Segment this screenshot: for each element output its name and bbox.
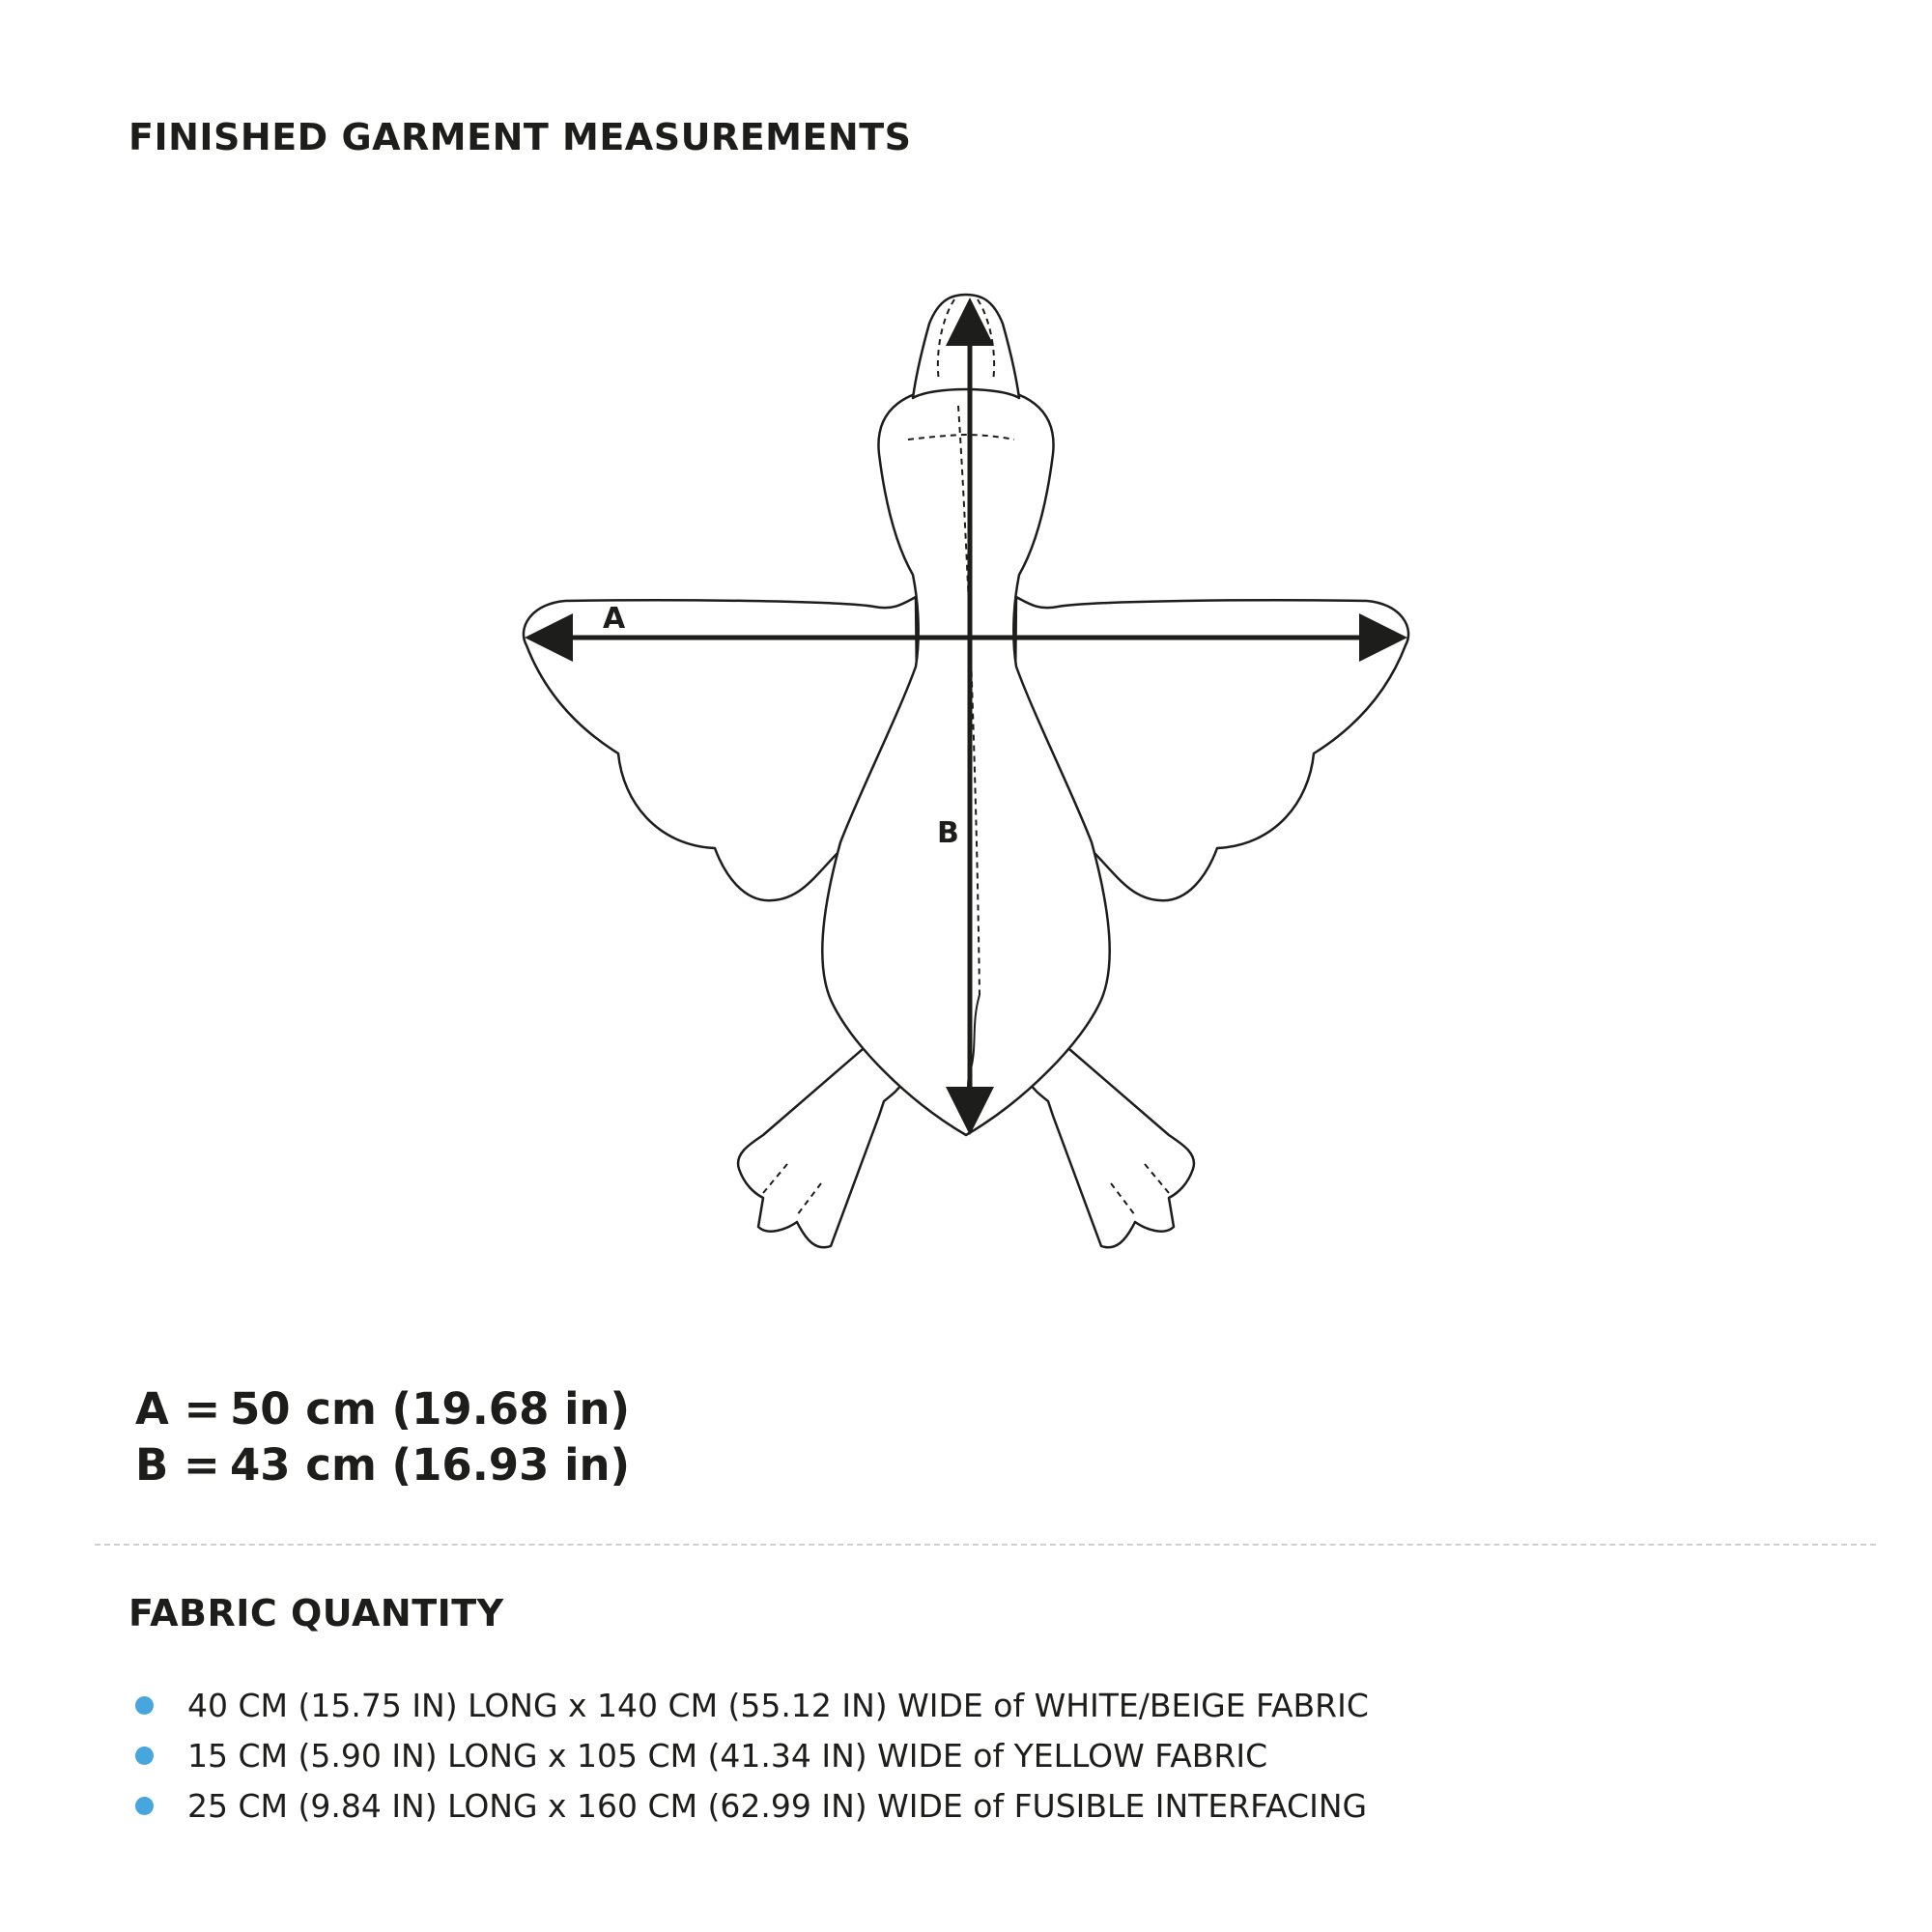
- fabric-item-text: 40 CM (15.75 IN) LONG x 140 CM (55.12 IN) WIDE of WHITE/BEIGE FABRIC: [187, 1687, 1369, 1724]
- dimension-a-label: A: [603, 602, 626, 636]
- left-foot-outline: [738, 1043, 903, 1247]
- measurements-title: FINISHED GARMENT MEASUREMENTS: [128, 116, 912, 158]
- fabric-list: [135, 1681, 1369, 1832]
- fabric-item-text: 25 CM (9.84 IN) LONG x 160 CM (62.99 IN) WIDE of FUSIBLE INTERFACING: [187, 1787, 1368, 1825]
- measurement-a-value: 50 cm (19.68 in): [230, 1383, 631, 1435]
- goose-beak-outline: [913, 295, 1019, 398]
- dimension-b-label: B: [937, 816, 959, 850]
- measurement-b-value: 43 cm (16.93 in): [230, 1439, 631, 1491]
- bullet-icon: [135, 1747, 154, 1765]
- bullet-icon: [135, 1696, 154, 1715]
- fabric-item: [135, 1781, 1369, 1832]
- right-foot-outline: [1029, 1043, 1194, 1247]
- measurement-values: [135, 1381, 630, 1493]
- measurement-b-row: [135, 1437, 630, 1493]
- bullet-icon: [135, 1797, 154, 1815]
- fabric-item: [135, 1681, 1369, 1731]
- measurement-a-row: [135, 1381, 630, 1437]
- measurement-a-key: A =: [135, 1383, 221, 1435]
- measurement-b-key: B =: [135, 1439, 220, 1491]
- section-divider: [95, 1544, 1876, 1546]
- fabric-title: FABRIC QUANTITY: [128, 1592, 504, 1634]
- fabric-item-text: 15 CM (5.90 IN) LONG x 105 CM (41.34 IN) WIDE of YELLOW FABRIC: [187, 1737, 1268, 1775]
- fabric-item: [135, 1731, 1369, 1781]
